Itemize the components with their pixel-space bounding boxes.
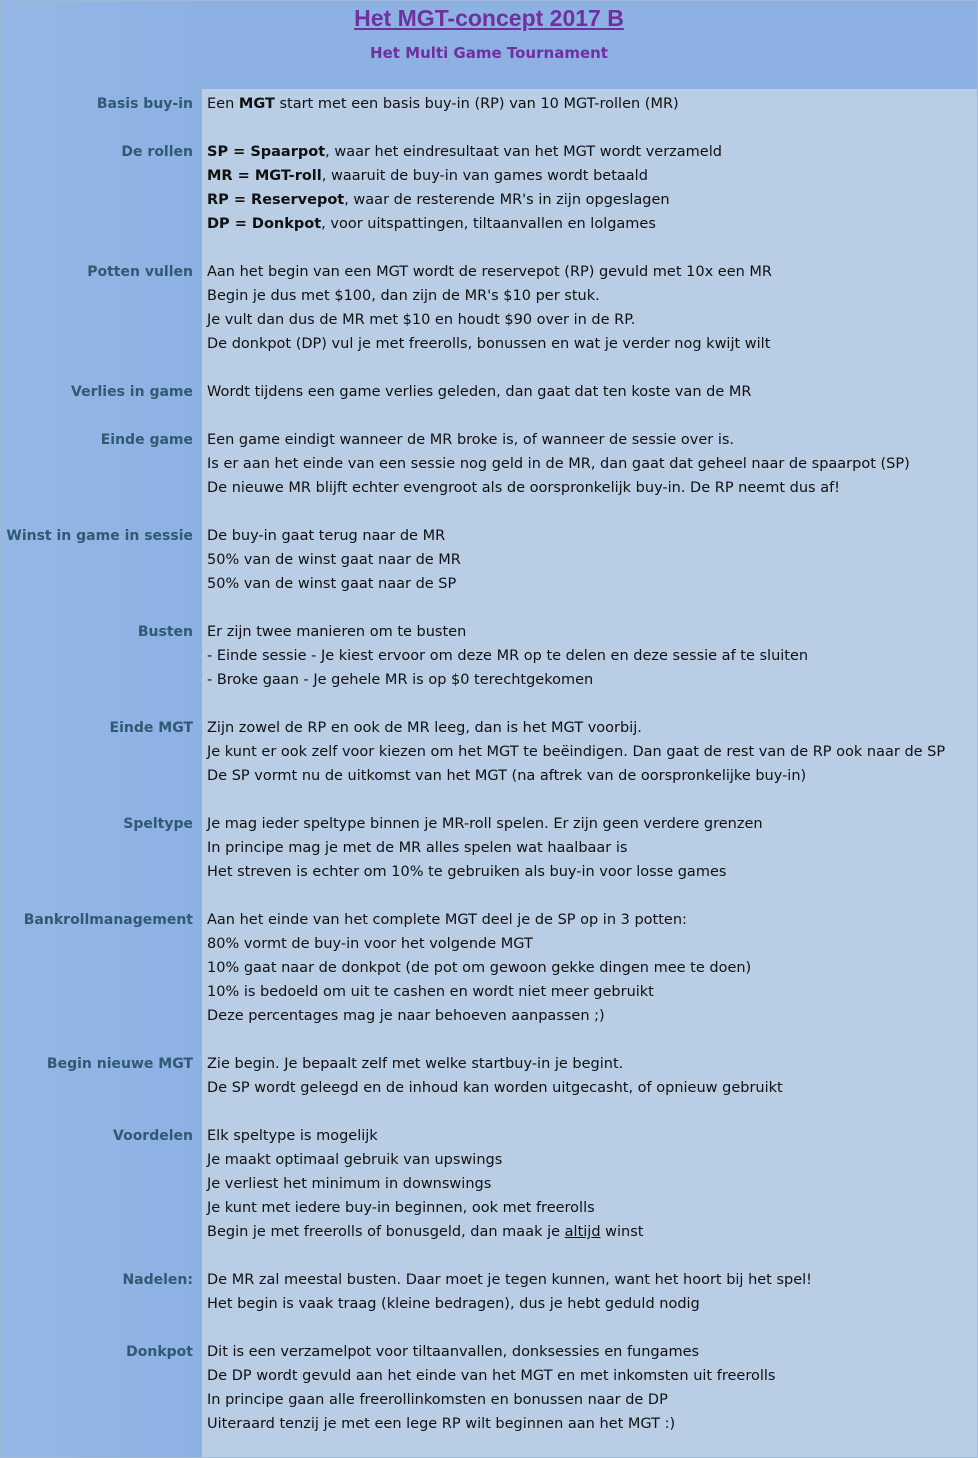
section-row bbox=[1, 812, 977, 884]
section-line bbox=[207, 980, 751, 1004]
section-line bbox=[207, 140, 722, 164]
section-row bbox=[1, 1124, 977, 1244]
section-lines bbox=[207, 260, 772, 356]
text-run: De SP wordt geleegd en de inhoud kan worden uitgecasht, of opnieuw gebruikt bbox=[207, 1080, 783, 1096]
text-run: 10% gaat naar de donkpot (de pot om gewoon gekke dingen mee te doen) bbox=[207, 960, 752, 976]
text-run: Het begin is vaak traag (kleine bedragen), dus je hebt geduld nodig bbox=[207, 1296, 700, 1312]
section-line bbox=[207, 548, 461, 572]
section-row bbox=[1, 1340, 977, 1436]
section-label: Einde MGT bbox=[109, 720, 193, 736]
text-run: Aan het begin van een MGT wordt de reservepot (RP) gevuld met 10x een MR bbox=[207, 264, 772, 280]
text-run: - Einde sessie - Je kiest ervoor om deze MR op te delen en deze sessie af te sluiten bbox=[207, 648, 809, 664]
text-run: De DP wordt gevuld aan het einde van het MGT en met inkomsten uit freerolls bbox=[207, 1368, 776, 1384]
section-line bbox=[207, 716, 945, 740]
section-label: Basis buy-in bbox=[96, 96, 193, 112]
text-run: Begin je met freerolls of bonusgeld, dan maak je bbox=[207, 1224, 565, 1240]
section-line bbox=[207, 380, 751, 404]
text-run: Elk speltype is mogelijk bbox=[207, 1128, 378, 1144]
section-lines bbox=[207, 716, 945, 788]
section-line bbox=[207, 332, 772, 356]
text-run: 50% van de winst gaat naar de MR bbox=[207, 552, 461, 568]
text-run: 50% van de winst gaat naar de SP bbox=[207, 576, 457, 592]
section-label: Verlies in game bbox=[71, 384, 193, 400]
section-label: Winst in game in sessie bbox=[6, 528, 193, 544]
section-lines bbox=[207, 92, 679, 116]
section-line bbox=[207, 308, 772, 332]
text-run: , waar de resterende MR's in zijn opgeslagen bbox=[344, 192, 670, 208]
section-label: Potten vullen bbox=[87, 264, 193, 280]
section-line bbox=[207, 1004, 751, 1028]
section-line bbox=[207, 1124, 643, 1148]
text-run: Is er aan het einde van een sessie nog geld in de MR, dan gaat dat geheel naar de spaarpot (SP) bbox=[207, 456, 910, 472]
section-row bbox=[1, 1052, 977, 1100]
text-run: De SP vormt nu de uitkomst van het MGT (na aftrek van de oorspronkelijke buy-in) bbox=[207, 768, 807, 784]
text-run: De nieuwe MR blijft echter evengroot als de oorspronkelijk buy-in. De RP neemt dus af! bbox=[207, 480, 840, 496]
text-run: Een bbox=[207, 96, 239, 112]
section-row bbox=[1, 716, 977, 788]
section-label: Busten bbox=[137, 624, 193, 640]
section-line bbox=[207, 1148, 643, 1172]
section-line bbox=[207, 1340, 775, 1364]
text-run: , waaruit de buy-in van games wordt betaald bbox=[321, 168, 648, 184]
bold-text: SP = Spaarpot bbox=[207, 144, 326, 160]
section-line bbox=[207, 764, 945, 788]
underlined-text: altijd bbox=[564, 1224, 601, 1240]
text-run: Zie begin. Je bepaalt zelf met welke startbuy-in je begint. bbox=[207, 1056, 624, 1072]
text-run: Je verliest het minimum in downswings bbox=[207, 1176, 492, 1192]
section-line bbox=[207, 908, 751, 932]
section-lines bbox=[207, 908, 751, 1028]
section-label: Speltype bbox=[123, 816, 193, 832]
text-run: Zijn zowel de RP en ook de MR leeg, dan is het MGT voorbij. bbox=[207, 720, 642, 736]
page-subtitle: Het Multi Game Tournament bbox=[370, 44, 608, 62]
section-line bbox=[207, 1196, 643, 1220]
section-row bbox=[1, 908, 977, 1028]
section-lines bbox=[207, 1052, 783, 1100]
section-label: Voordelen bbox=[113, 1128, 193, 1144]
text-run: Een game eindigt wanneer de MR broke is, of wanneer de sessie over is. bbox=[207, 432, 735, 448]
sections-list bbox=[1, 92, 977, 1458]
text-run: Dit is een verzamelpot voor tiltaanvallen, donksessies en fungames bbox=[207, 1344, 700, 1360]
section-lines bbox=[207, 140, 722, 236]
section-lines bbox=[207, 1124, 643, 1244]
text-run: In principe mag je met de MR alles spelen wat haalbaar is bbox=[207, 840, 628, 856]
text-run: 10% is bedoeld om uit te cashen en wordt niet meer gebruikt bbox=[207, 984, 654, 1000]
text-run: De MR zal meestal busten. Daar moet je tegen kunnen, want het hoort bij het spel! bbox=[207, 1272, 812, 1288]
text-run: Je kunt er ook zelf voor kiezen om het MGT te beëindigen. Dan gaat de rest van de RP ook naar de SP bbox=[207, 744, 946, 760]
section-line bbox=[207, 836, 763, 860]
page-title: Het MGT-concept 2017 B bbox=[354, 5, 624, 31]
section-line bbox=[207, 860, 763, 884]
section-line bbox=[207, 92, 679, 116]
section-line bbox=[207, 668, 808, 692]
text-run: , waar het eindresultaat van het MGT wordt verzameld bbox=[325, 144, 722, 160]
section-line bbox=[207, 1076, 783, 1100]
section-row bbox=[1, 260, 977, 356]
text-run: start met een basis buy-in (RP) van 10 MGT-rollen (MR) bbox=[274, 96, 679, 112]
text-run: In principe gaan alle freerollinkomsten en bonussen naar de DP bbox=[207, 1392, 668, 1408]
section-line bbox=[207, 428, 910, 452]
section-line bbox=[207, 1292, 812, 1316]
text-run: Aan het einde van het complete MGT deel je de SP op in 3 potten: bbox=[207, 912, 687, 928]
bold-text: MR = MGT-roll bbox=[207, 168, 322, 184]
section-row bbox=[1, 380, 977, 404]
section-line bbox=[207, 1052, 783, 1076]
section-line bbox=[207, 932, 751, 956]
section-lines bbox=[207, 524, 461, 596]
section-line bbox=[207, 644, 808, 668]
section-line bbox=[207, 1220, 643, 1244]
section-lines bbox=[207, 1268, 812, 1316]
text-run: 80% vormt de buy-in voor het volgende MGT bbox=[207, 936, 533, 952]
section-line bbox=[207, 572, 461, 596]
section-line bbox=[207, 524, 461, 548]
section-line bbox=[207, 212, 722, 236]
section-line bbox=[207, 452, 910, 476]
text-run: Je kunt met iedere buy-in beginnen, ook met freerolls bbox=[207, 1200, 595, 1216]
section-lines bbox=[207, 812, 763, 884]
section-row bbox=[1, 1268, 977, 1316]
text-run: Begin je dus met $100, dan zijn de MR's $10 per stuk. bbox=[207, 288, 600, 304]
text-run: - Broke gaan - Je gehele MR is op $0 terechtgekomen bbox=[207, 672, 594, 688]
text-run: Het streven is echter om 10% te gebruiken als buy-in voor losse games bbox=[207, 864, 727, 880]
section-line bbox=[207, 1388, 775, 1412]
section-line bbox=[207, 740, 945, 764]
section-label: Einde game bbox=[100, 432, 193, 448]
section-line bbox=[207, 164, 722, 188]
section-row bbox=[1, 524, 977, 596]
section-label: Donkpot bbox=[126, 1344, 193, 1360]
text-run: Je maakt optimaal gebruik van upswings bbox=[207, 1152, 503, 1168]
text-run: Deze percentages mag je naar behoeven aanpassen ;) bbox=[207, 1008, 605, 1024]
text-run: Er zijn twee manieren om te busten bbox=[207, 624, 467, 640]
text-run: , voor uitspattingen, tiltaanvallen en lolgames bbox=[321, 216, 656, 232]
bold-text: MGT bbox=[238, 96, 275, 112]
bold-text: DP = Donkpot bbox=[207, 216, 322, 232]
section-lines bbox=[207, 620, 808, 692]
section-line bbox=[207, 1172, 643, 1196]
text-run: De buy-in gaat terug naar de MR bbox=[207, 528, 446, 544]
section-lines bbox=[207, 428, 910, 500]
section-line bbox=[207, 620, 808, 644]
section-label: Begin nieuwe MGT bbox=[46, 1056, 193, 1072]
text-run: Je mag ieder speltype binnen je MR-roll spelen. Er zijn geen verdere grenzen bbox=[207, 816, 763, 832]
section-label: Nadelen: bbox=[122, 1272, 193, 1288]
section-lines bbox=[207, 380, 751, 404]
section-line bbox=[207, 188, 722, 212]
text-run: De donkpot (DP) vul je met freerolls, bonussen en wat je verder nog kwijt wilt bbox=[207, 336, 771, 352]
section-line bbox=[207, 1364, 775, 1388]
text-run: Je vult dan dus de MR met $10 en houdt $90 over in de RP. bbox=[207, 312, 636, 328]
text-run: Wordt tijdens een game verlies geleden, dan gaat dat ten koste van de MR bbox=[207, 384, 752, 400]
section-row bbox=[1, 428, 977, 500]
text-run: Uiteraard tenzij je met een lege RP wilt beginnen aan het MGT :) bbox=[207, 1416, 676, 1432]
section-line bbox=[207, 284, 772, 308]
section-row bbox=[1, 140, 977, 236]
section-label: De rollen bbox=[121, 144, 193, 160]
section-line bbox=[207, 1268, 812, 1292]
section-row bbox=[1, 92, 977, 116]
section-line bbox=[207, 1412, 775, 1436]
bold-text: RP = Reservepot bbox=[207, 192, 345, 208]
section-line bbox=[207, 260, 772, 284]
section-line bbox=[207, 476, 910, 500]
text-run: winst bbox=[600, 1224, 644, 1240]
section-line bbox=[207, 956, 751, 980]
section-line bbox=[207, 812, 763, 836]
section-lines bbox=[207, 1340, 775, 1436]
section-row bbox=[1, 620, 977, 692]
section-label: Bankrollmanagement bbox=[23, 912, 193, 928]
